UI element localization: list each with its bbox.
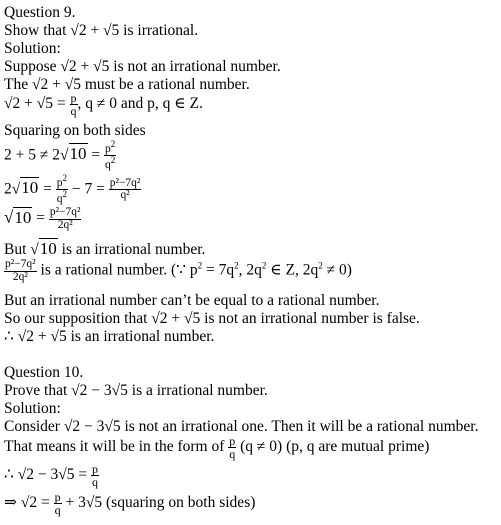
equation-line: That means it will be in the form of $\frac{p}{q}$ (q ≠ 0) (p, q are mutual prime) <box>4 434 430 461</box>
fraction-p2-minus-7q2-over-2q2: $\frac{\text{p²−7q²}}{\text{2q²}}$ <box>5 258 36 283</box>
fraction-p2-over-q2: $\frac{p^2}{q^2}$ <box>105 139 116 172</box>
fraction-p-over-q: $\frac{p}{q}$ <box>91 462 98 489</box>
equation-text: 2 + 5 ≠ 2√ <box>4 146 69 164</box>
radical: 10 <box>69 144 87 164</box>
equation-line: $\frac{\text{p²−7q²}}{\text{2q²}}$ is a rational number. (∵ $p^2 = 7q^2$, $2q^2$ ∈ Z, $2q^2 \ne 0$) <box>5 258 352 283</box>
equation-line: ∴ √2 − 3√5 = $\frac{p}{q}$ <box>4 462 98 489</box>
equation-text: = <box>91 146 101 164</box>
question-9-prompt: Show that √2 + √5 is irrational. <box>4 22 199 39</box>
equation-line <box>4 174 141 206</box>
step-text: The √2 + √5 must be a rational number. <box>4 76 250 93</box>
equation-text: √ <box>4 207 14 227</box>
fraction-p-over-q: $\frac{p}{q}$ <box>70 91 77 118</box>
equation-text: = <box>36 209 45 227</box>
equation-line <box>4 140 116 172</box>
fraction-p2-over-q2: $\frac{p^2}{q^2}$ <box>56 173 68 206</box>
question-10-prompt: Prove that √2 − 3√5 is a irrational number. <box>4 382 268 399</box>
equation-line <box>4 207 81 231</box>
fraction-p2-minus-7q2-over-q2: $\frac{\text{p²−7q²}}{\text{q²}}$ <box>109 176 141 202</box>
fraction-p2-minus-7q2-over-2q2: $\frac{\text{p²−7q²}}{\text{2q²}}$ <box>49 206 81 231</box>
radical: 10 <box>39 239 57 258</box>
conclusion-text: ∴ √2 + √5 is an irrational number. <box>4 328 215 345</box>
equation-text: 2√ <box>4 180 21 198</box>
radical: 10 <box>14 207 32 227</box>
equation-text: − 7 = <box>71 180 105 198</box>
step-text: But √10 is an irrational number. <box>4 239 206 258</box>
equation-text: , q ≠ 0 and p, q ∈ Z. <box>77 95 203 113</box>
equation-text: = <box>43 180 52 198</box>
step-text: Consider √2 − 3√5 is not an irrational one. Then it will be a rational number. <box>4 418 479 435</box>
question-10-heading: Question 10. <box>4 364 84 381</box>
equation-text: √2 + √5 = <box>4 95 66 113</box>
step-text: Squaring on both sides <box>4 122 146 139</box>
equation-line <box>4 92 203 117</box>
question-9-heading: Question 9. <box>4 4 76 21</box>
radical: 10 <box>21 178 39 198</box>
fraction-p-over-q: $\frac{p}{q}$ <box>229 434 236 461</box>
equation-line: ⇒ √2 = $\frac{p}{q}$ + 3√5 (squaring on both sides) <box>4 490 256 517</box>
solution-label: Solution: <box>4 400 61 417</box>
step-text: So our supposition that √2 + √5 is not an irrational number is false. <box>4 310 420 327</box>
fraction-p-over-q: $\frac{p}{q}$ <box>54 490 61 517</box>
step-text: But an irrational number can’t be equal to a rational number. <box>4 292 380 309</box>
step-text: Suppose √2 + √5 is not an irrational number. <box>4 58 281 75</box>
solution-label: Solution: <box>4 40 61 57</box>
